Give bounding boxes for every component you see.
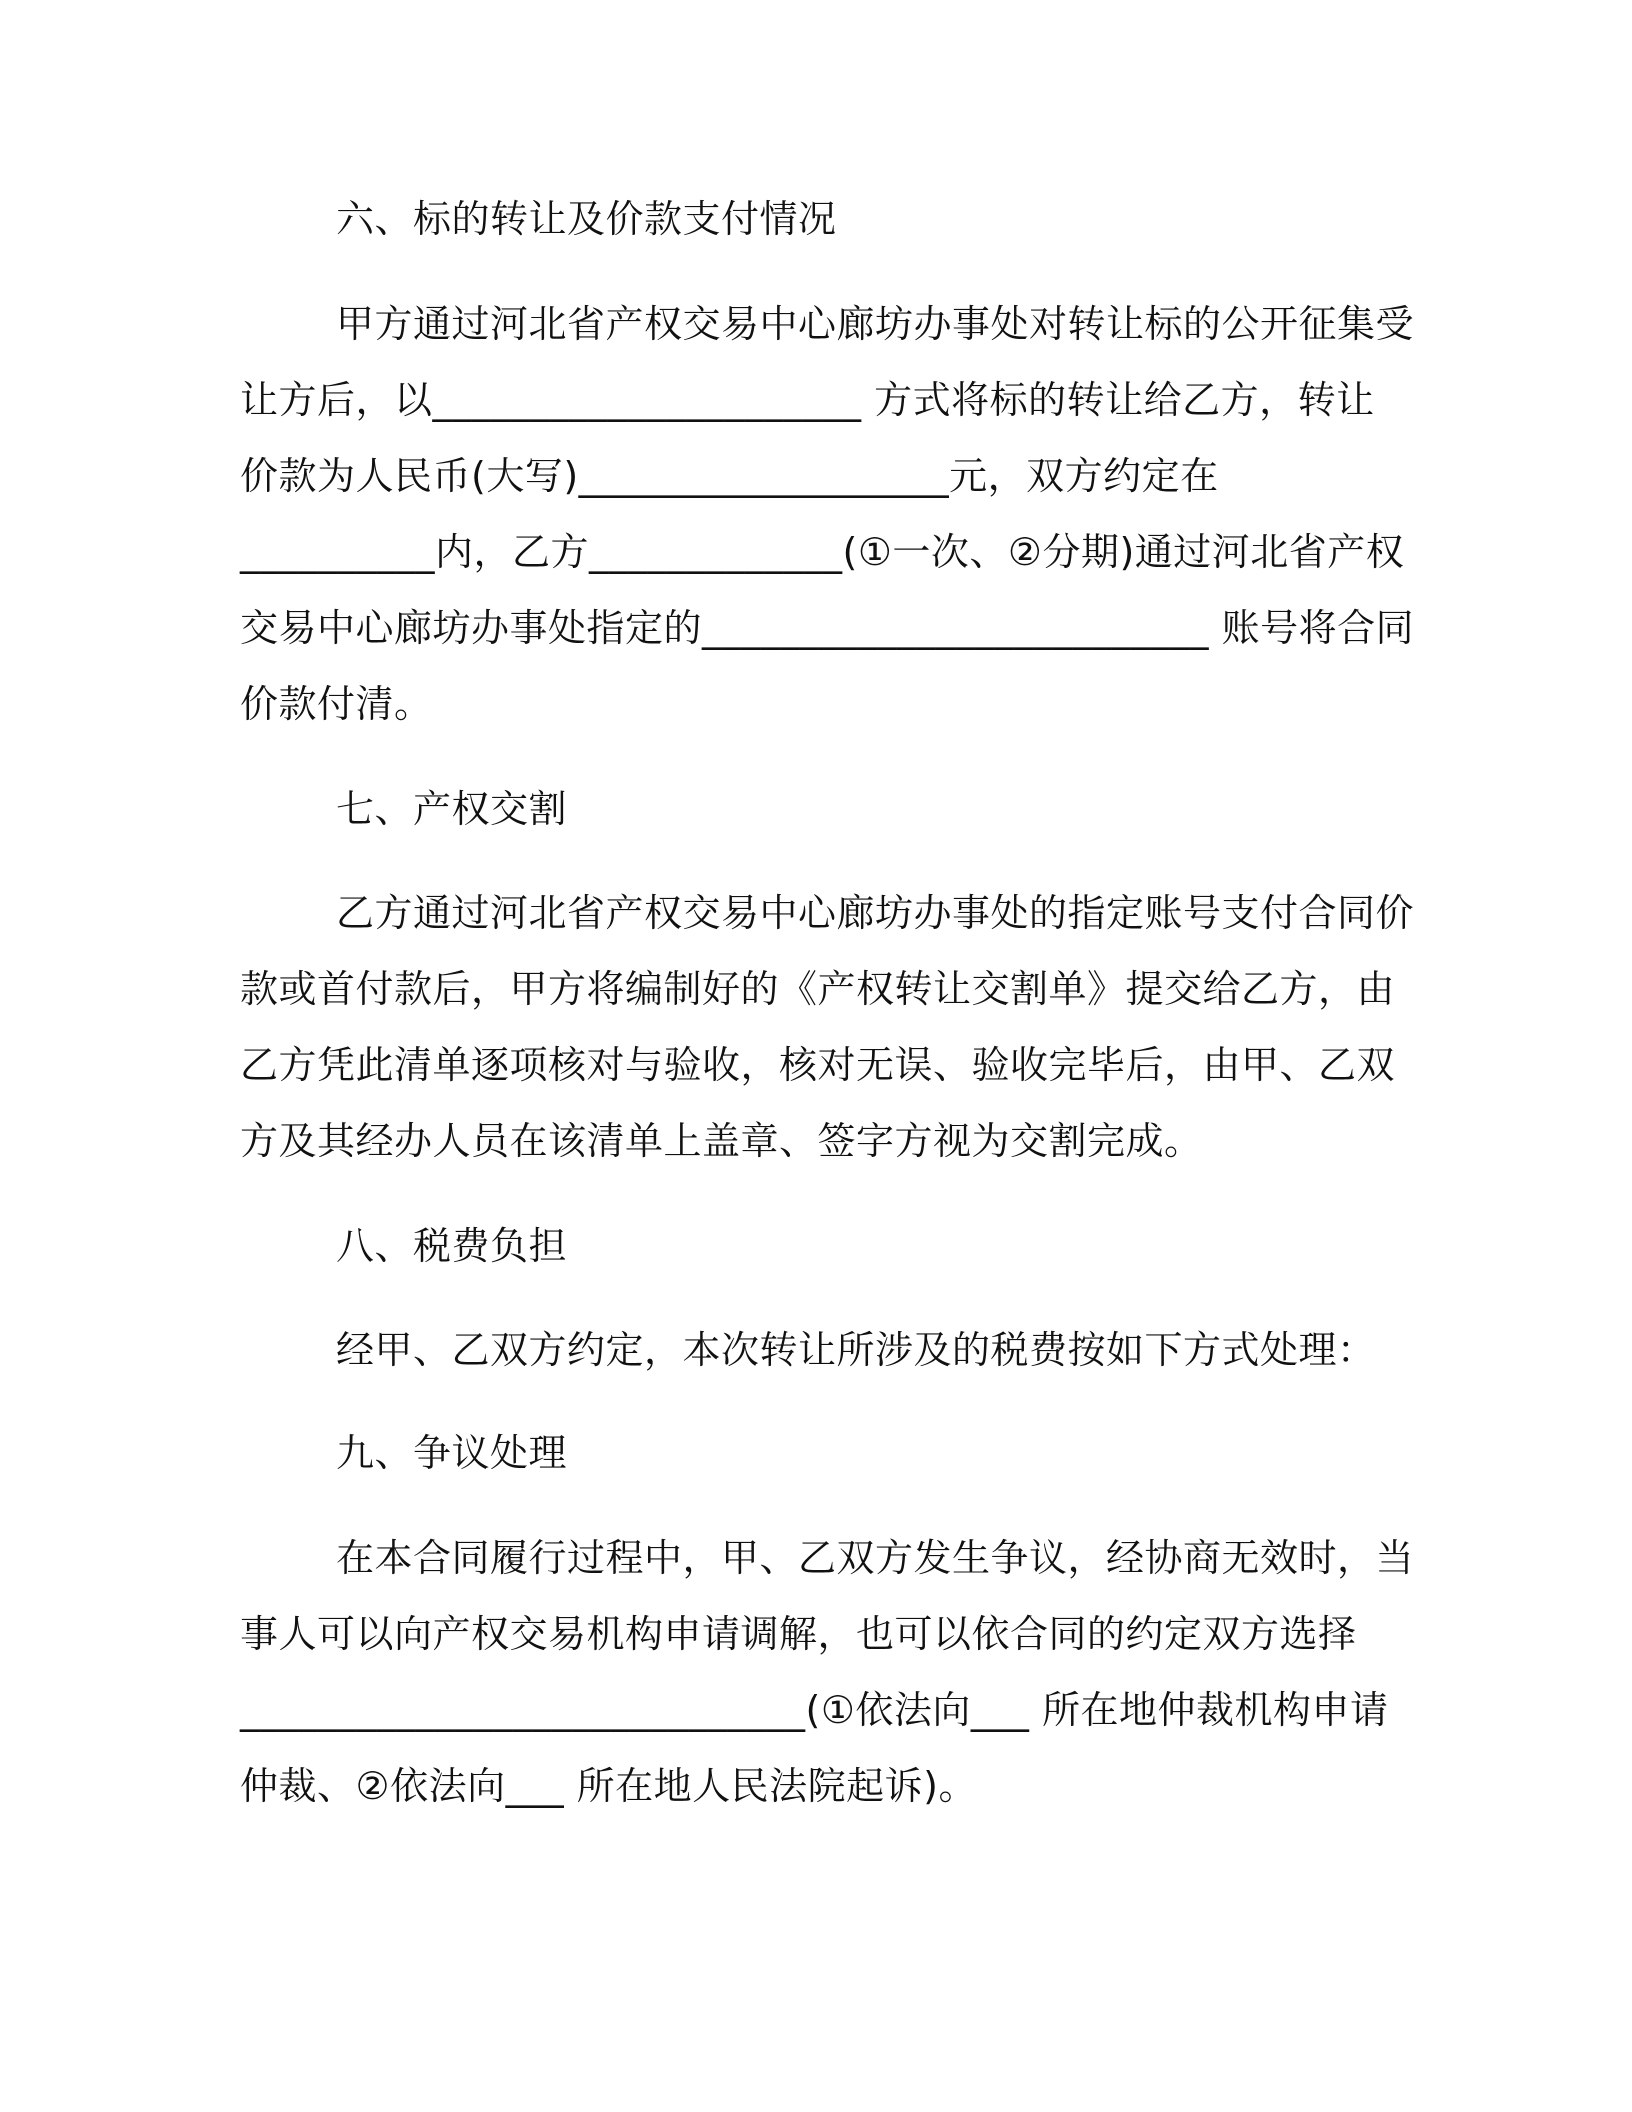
paragraph-line: 交易中心廊坊办事处指定的__________________________ 账号将合同 [240,606,1415,650]
section-heading-6: 六、标的转让及价款支付情况 [336,197,837,241]
paragraph-line: 在本合同履行过程中，甲、乙双方发生争议，经协商无效时，当 [336,1536,1415,1580]
paragraph-line: 经甲、乙双方约定，本次转让所涉及的税费按如下方式处理： [336,1328,1376,1372]
paragraph-line: 事人可以向产权交易机构申请调解，也可以依合同的约定双方选择 [240,1612,1357,1656]
paragraph-line: _____________________________(①依法向___ 所在地仲裁机构申请 [240,1688,1389,1732]
section-heading-8: 八、税费负担 [336,1224,568,1268]
paragraph-line: 价款付清。 [240,682,433,726]
paragraph-line: 价款为人民币(大写)___________________元，双方约定在 [240,454,1219,498]
paragraph-line: 乙方凭此清单逐项核对与验收，核对无误、验收完毕后，由甲、乙双 [240,1043,1396,1087]
paragraph-line: 仲裁、②依法向___ 所在地人民法院起诉)。 [240,1764,977,1808]
paragraph-line: 甲方通过河北省产权交易中心廊坊办事处对转让标的公开征集受 [336,302,1415,346]
paragraph-line: __________内，乙方_____________(①一次、②分期)通过河北省产权 [240,530,1405,574]
section-heading-9: 九、争议处理 [336,1431,568,1475]
paragraph-line: 方及其经办人员在该清单上盖章、签字方视为交割完成。 [240,1119,1203,1163]
paragraph-line: 让方后，以______________________ 方式将标的转让给乙方，转让 [240,378,1375,422]
paragraph-line: 款或首付款后，甲方将编制好的《产权转让交割单》提交给乙方，由 [240,967,1396,1011]
section-heading-7: 七、产权交割 [336,787,568,831]
paragraph-line: 乙方通过河北省产权交易中心廊坊办事处的指定账号支付合同价 [336,891,1415,935]
